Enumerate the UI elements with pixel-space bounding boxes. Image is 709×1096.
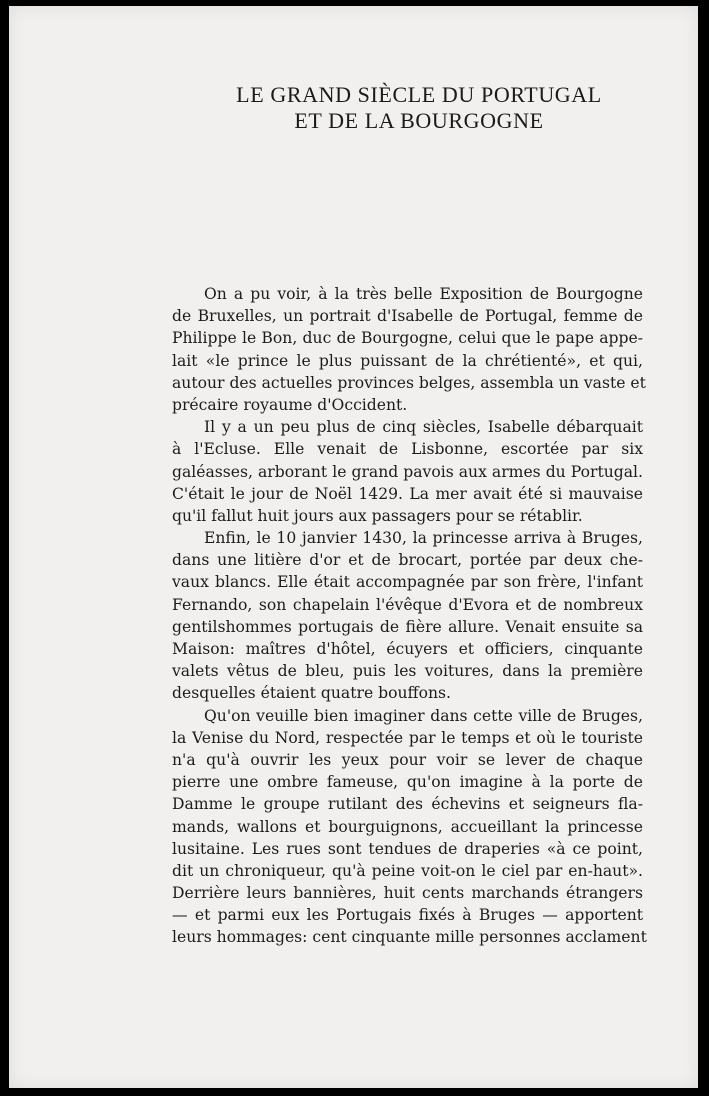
chapter-title-line-2: ET DE LA BOURGOGNE [294, 108, 544, 133]
text-line: Il y a un peu plus de cinq siècles, Isabelle débarquait [204, 418, 643, 437]
text-line: desquelles étaient quatre bouffons. [172, 684, 452, 703]
text-line: — et parmi eux les Portugais fixés à Bruges — apportent [172, 906, 643, 925]
text-line: mands, wallons et bourguignons, accueillant la princesse [172, 817, 643, 836]
text-line: qu'il fallut huit jours aux passagers pour se rétablir. [172, 506, 583, 525]
paragraph [172, 416, 643, 527]
text-line: vaux blancs. Elle était accompagnée par son frère, l'infant [172, 573, 643, 592]
text-line: Philippe le Bon, duc de Bourgogne, celui que le pape appe- [172, 329, 643, 348]
text-line: On a pu voir, à la très belle Exposition de Bourgogne [204, 285, 643, 303]
text-line: Fernando, son chapelain l'évêque d'Evora et de nombreux [172, 595, 643, 614]
text-line: Maison: maîtres d'hôtel, écuyers et officiers, cinquante [172, 640, 643, 658]
text-line: la Venise du Nord, respectée par le temps et où le touriste [172, 728, 643, 747]
text-line: Damme le groupe rutilant des échevins et seigneurs fla- [172, 795, 643, 814]
text-line: C'était le jour de Noël 1429. La mer avait été si mauvaise [172, 484, 643, 503]
text-line: valets vêtus de bleu, puis les voitures, dans la première [172, 662, 643, 681]
text-line: galéasses, arborant le grand pavois aux armes du Portugal. [172, 462, 643, 481]
text-line: dit un chroniqueur, qu'à peine voit-on le ciel par en-haut». [172, 861, 643, 880]
text-line: Derrière leurs bannières, huit cents marchands étrangers [172, 884, 643, 903]
text-line: n'a qu'à ouvrir les yeux pour voir se lever de chaque [172, 750, 643, 769]
text-line: Enfin, le 10 janvier 1430, la princesse arriva à Bruges, [204, 529, 643, 548]
text-line: Qu'on veuille bien imaginer dans cette ville de Bruges, [204, 706, 643, 725]
paragraph [172, 705, 647, 949]
chapter-title [169, 82, 669, 134]
text-line: autour des actuelles provinces belges, assembla un vaste et [172, 373, 646, 392]
text-line: pierre une ombre fameuse, qu'on imagine à la porte de [172, 773, 643, 792]
text-line: précaire royaume d'Occident. [172, 395, 408, 414]
chapter-title-line-1: LE GRAND SIÈCLE DU PORTUGAL [236, 82, 602, 107]
body-text [172, 283, 647, 949]
text-line: lusitaine. Les rues sont tendues de draperies «à ce point, [172, 839, 643, 858]
paragraph [172, 527, 643, 705]
text-line: de Bruxelles, un portrait d'Isabelle de Portugal, femme de [172, 307, 643, 326]
text-line: dans une litière d'or et de brocart, portée par deux che- [172, 551, 643, 570]
text-line: leurs hommages: cent cinquante mille personnes acclament [172, 928, 647, 947]
text-line: gentilshommes portugais de fière allure. Venait ensuite sa [172, 617, 643, 636]
text-line: à l'Ecluse. Elle venait de Lisbonne, escortée par six [172, 440, 643, 459]
text-line: lait «le prince le plus puissant de la chrétienté», et qui, [172, 351, 643, 370]
paragraph [172, 283, 646, 416]
